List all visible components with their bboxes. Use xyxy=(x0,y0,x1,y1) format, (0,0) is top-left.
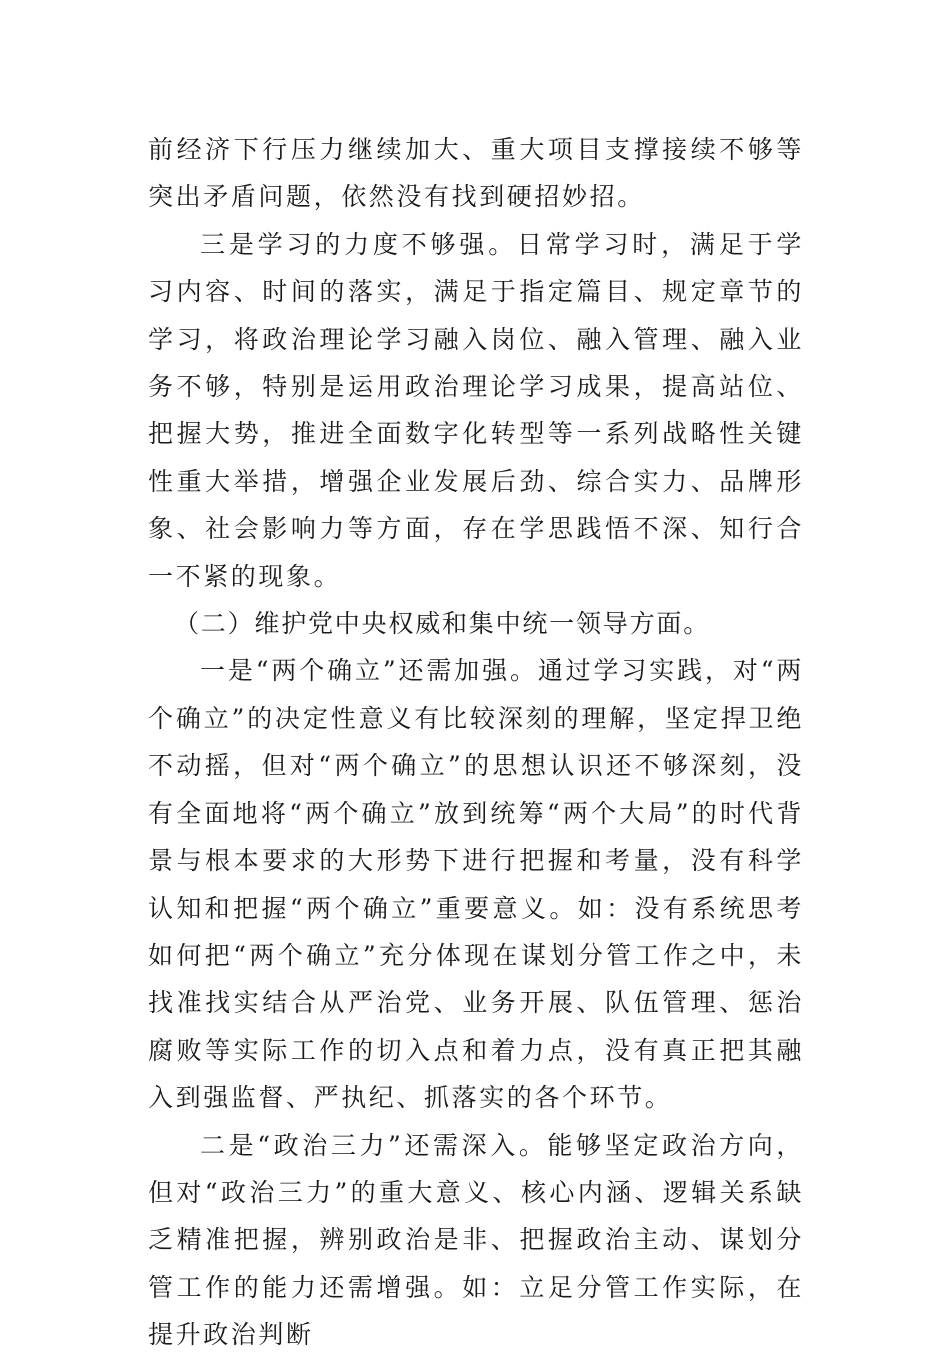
document-body xyxy=(148,126,804,1359)
paragraph-political-capabilities: 二是“政治三力”还需深入。能够坚定政治方向，但对“政治三力”的重大意义、核心内涵、逻辑关系缺乏精准把握，辨别政治是非、把握政治主动、谋划分管工作的能力还需增强。如：立足分管工作实际，在提升政治判断 xyxy=(148,1130,804,1350)
paragraph-two-establishments: 一是“两个确立”还需加强。通过学习实践，对“两个确立”的决定性意义有比较深刻的理解，坚定捍卫绝不动摇，但对“两个确立”的思想认识还不够深刻，没有全面地将“两个确立”放到统筹“两个大局”的时代背景与根本要求的大形势下进行把握和考量，没有科学认知和把握“两个确立”重要意义。如：没有系统思考如何把“两个确立”充分体现在谋划分管工作之中，未找准找实结合从严治党、业务开展、队伍管理、惩治腐败等实际工作的切入点和着力点，没有真正把其融入到强监督、严执纪、抓落实的各个环节。 xyxy=(148,656,804,1113)
paragraph-study-intensity: 三是学习的力度不够强。日常学习时，满足于学习内容、时间的落实，满足于指定篇目、规定章节的学习，将政治理论学习融入岗位、融入管理、融入业务不够，特别是运用政治理论学习成果，提高站位、把握大势，推进全面数字化转型等一系列战略性关键性重大举措，增强企业发展后劲、综合实力、品牌形象、社会影响力等方面，存在学思践悟不深、知行合一不紧的现象。 xyxy=(148,229,804,591)
section-heading-2: （二）维护党中央权威和集中统一领导方面。 xyxy=(174,609,711,639)
paragraph-continuation: 前经济下行压力继续加大、重大项目支撑接续不够等突出矛盾问题，依然没有找到硬招妙招。 xyxy=(148,135,804,212)
